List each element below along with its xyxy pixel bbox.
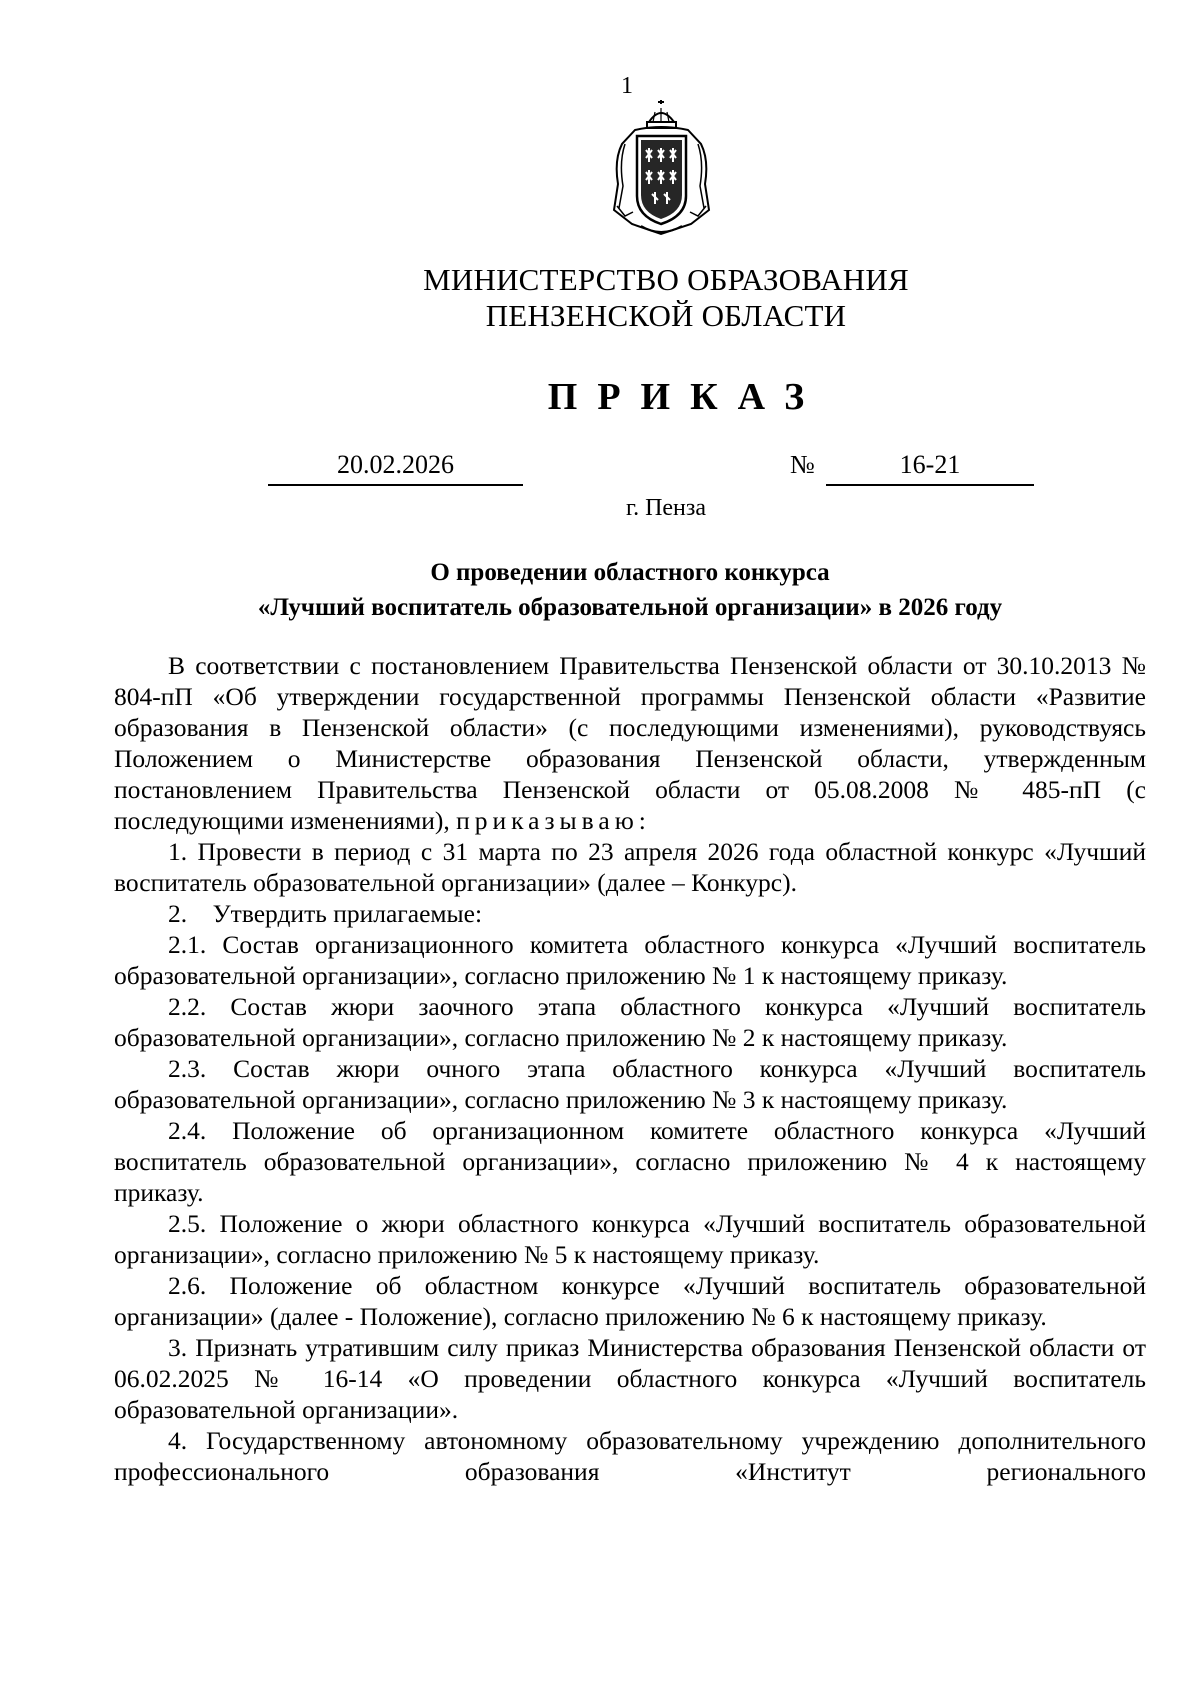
coat-of-arms-emblem bbox=[605, 100, 718, 239]
paragraph-2: 2. Утвердить прилагаемые: bbox=[168, 899, 483, 928]
paragraph-2-6: 2.6. Положение об областном конкурсе «Лучший воспитатель образовательной организации» (далее - Положение), согласно приложению № 6 к настоящему приказу. bbox=[114, 1271, 1146, 1331]
title-line-2: «Лучший воспитатель образовательной организации» в 2026 году bbox=[257, 594, 1003, 621]
page-number: 1 bbox=[621, 73, 633, 99]
intro-text: В соответствии с постановлением Правительства Пензенской области от 30.10.2013 № 804-пП «Об утверждении государственной программы Пензенской области «Развитие образования в Пензенской области» (с последующими изменениями), руководствуясь Положением о Министерстве образования Пензенской области, утвержденным постановлением Правительства Пензенской области от 05.08.2008 № 485-пП (с последующими изменениями), bbox=[114, 651, 1146, 835]
paragraph-4: 4. Государственному автономному образовательному учреждению дополнительного профессионального образования «Институт регионального bbox=[114, 1426, 1146, 1486]
number-sign: № bbox=[790, 450, 815, 479]
paragraph-3: 3. Признать утратившим силу приказ Министерства образования Пензенской области от 06.02.2025 № 16-14 «О проведении областного конкурса «Лучший воспитатель образовательной организации». bbox=[114, 1333, 1146, 1424]
ministry-name bbox=[300, 262, 1032, 334]
title-line-1: О проведении областного конкурса bbox=[430, 559, 830, 586]
document-title bbox=[114, 555, 1146, 625]
ministry-line-2: ПЕНЗЕНСКОЙ ОБЛАСТИ bbox=[485, 298, 847, 333]
paragraph-2-4: 2.4. Положение об организационном комитете областного конкурса «Лучший воспитатель образовательной организации», согласно приложению № 4 к настоящему приказу. bbox=[114, 1116, 1146, 1207]
order-word: приказываю: bbox=[456, 806, 651, 835]
paragraph-2-3: 2.3. Состав жюри очного этапа областного конкурса «Лучший воспитатель образовательной организации», согласно приложению № 3 к настоящему приказу. bbox=[114, 1054, 1146, 1114]
paragraph-2-2: 2.2. Состав жюри заочного этапа областного конкурса «Лучший воспитатель образовательной организации», согласно приложению № 2 к настоящему приказу. bbox=[114, 992, 1146, 1052]
document-type-heading: ПРИКАЗ bbox=[547, 376, 825, 418]
paragraph-intro bbox=[114, 650, 1146, 836]
paragraph-1: 1. Провести в период с 31 марта по 23 апреля 2026 года областной конкурс «Лучший воспитатель образовательной организации» (далее – Конкурс). bbox=[114, 837, 1146, 897]
city: г. Пенза bbox=[625, 495, 707, 521]
document-body bbox=[114, 650, 1146, 1487]
paragraph-2-1: 2.1. Состав организационного комитета областного конкурса «Лучший воспитатель образовательной организации», согласно приложению № 1 к настоящему приказу. bbox=[114, 930, 1146, 990]
ministry-line-1: МИНИСТЕРСТВО ОБРАЗОВАНИЯ bbox=[423, 262, 909, 297]
order-number: 16-21 bbox=[826, 449, 1034, 486]
paragraph-2-5: 2.5. Положение о жюри областного конкурса «Лучший воспитатель образовательной организации», согласно приложению № 5 к настоящему приказу. bbox=[114, 1209, 1146, 1269]
order-date: 20.02.2026 bbox=[268, 449, 523, 486]
